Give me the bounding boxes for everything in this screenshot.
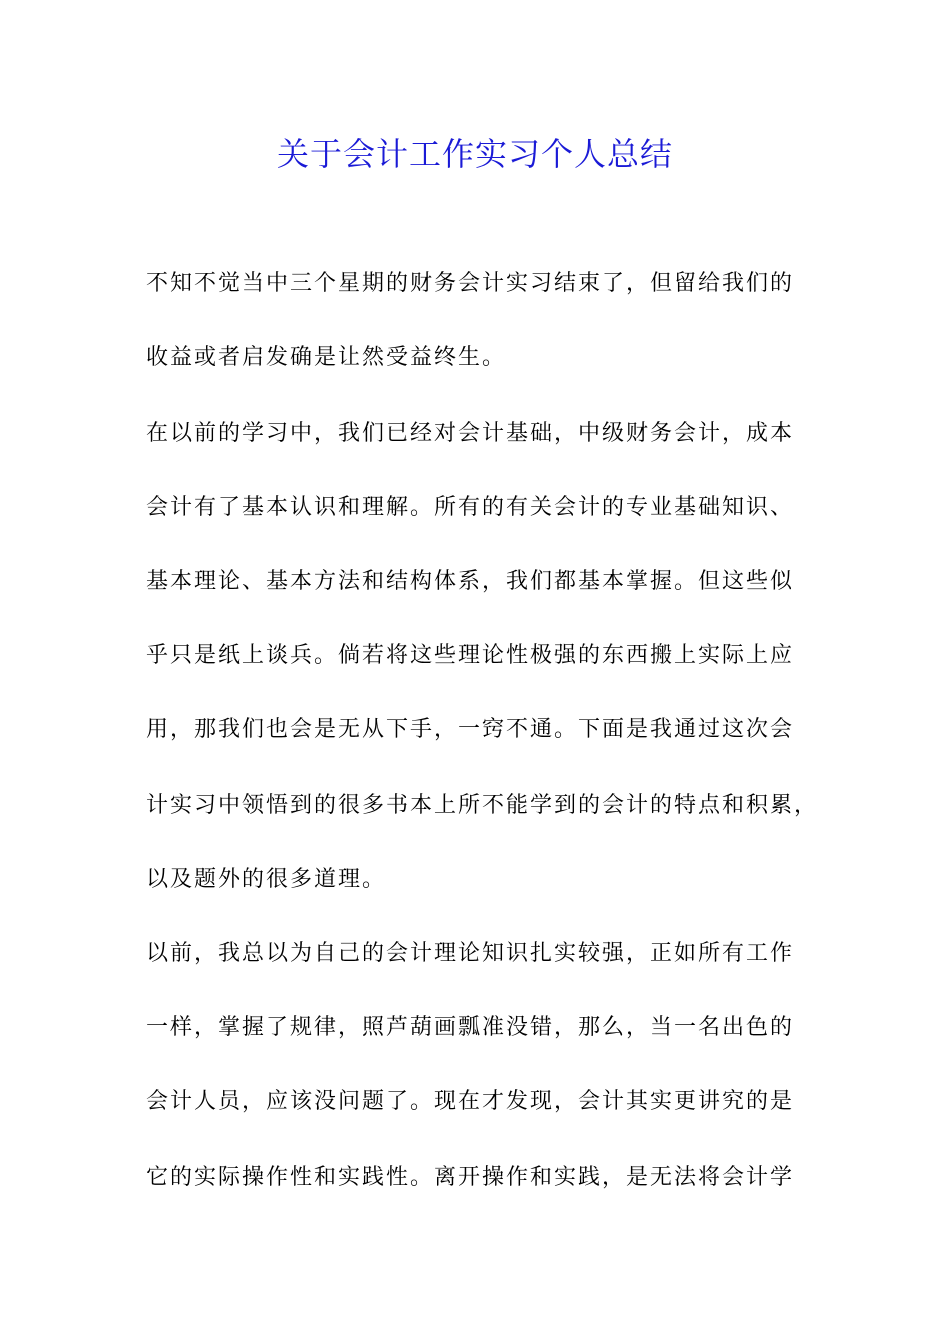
body-line-9: 以及题外的很多道理。 [146,867,387,892]
body-line-2: 收益或者启发确是让然受益终生。 [146,345,507,370]
body-line-3: 在以前的学习中，我们已经对会计基础，中级财务会计，成本 [146,421,795,446]
body-line-8: 计实习中领悟到的很多书本上所不能学到的会计的特点和积累， [146,793,819,818]
body-line-11: 一样，掌握了规律，照芦葫画瓢准没错，那么，当一名出色的 [146,1015,795,1040]
body-line-12: 会计人员，应该没问题了。现在才发现，会计其实更讲究的是 [146,1089,795,1114]
body-line-13: 它的实际操作性和实践性。离开操作和实践，是无法将会计学 [146,1165,795,1190]
body-line-5: 基本理论、基本方法和结构体系，我们都基本掌握。但这些似 [146,569,795,594]
document-title: 关于会计工作实习个人总结 [276,135,673,173]
body-line-7: 用，那我们也会是无从下手，一窍不通。下面是我通过这次会 [146,717,795,742]
body-line-6: 乎只是纸上谈兵。倘若将这些理论性极强的东西搬上实际上应 [146,643,795,668]
body-line-1: 不知不觉当中三个星期的财务会计实习结束了，但留给我们的 [146,271,795,296]
body-line-4: 会计有了基本认识和理解。所有的有关会计的专业基础知识、 [146,495,795,520]
body-line-10: 以前，我总以为自己的会计理论知识扎实较强，正如所有工作 [146,941,795,966]
